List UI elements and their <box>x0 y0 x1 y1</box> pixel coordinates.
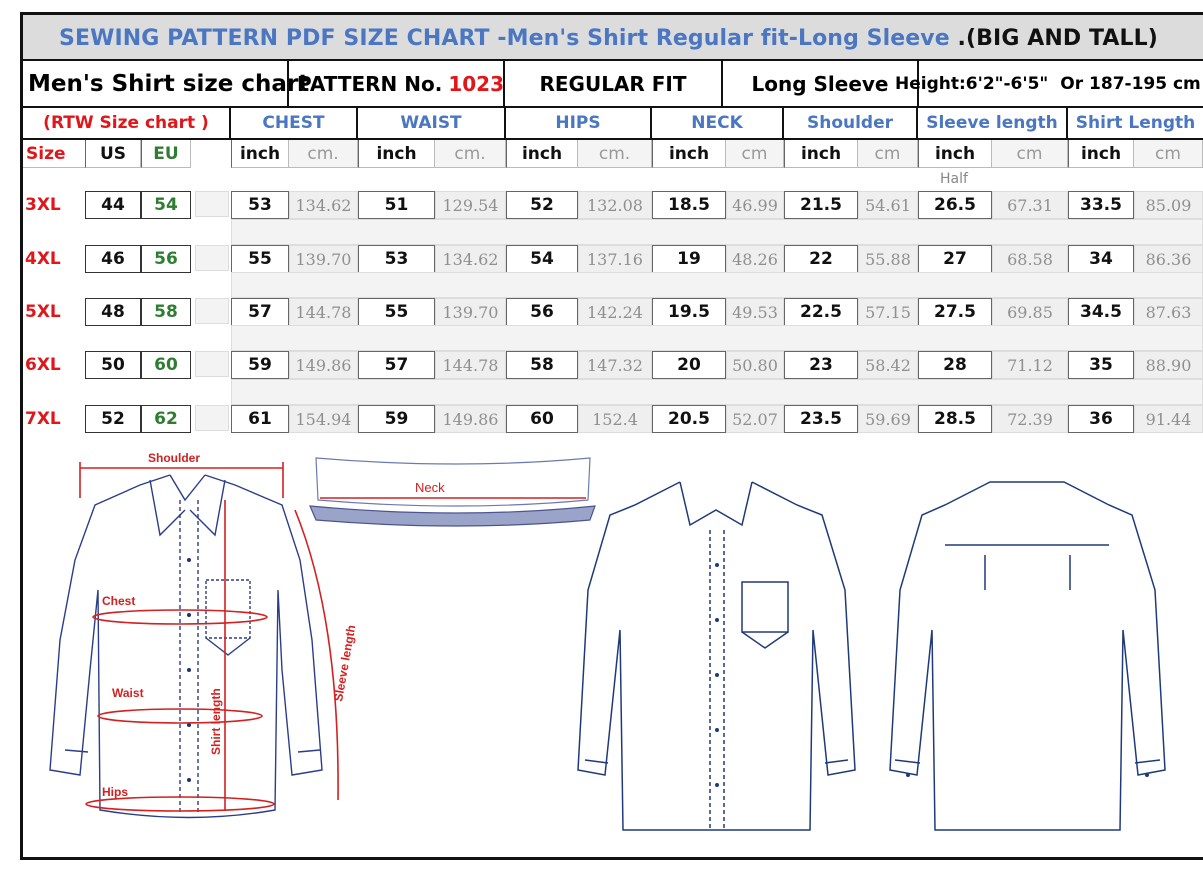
shirt-cm-cell: 85.09 <box>1134 191 1203 219</box>
row-spacer <box>231 219 1203 245</box>
sleeve-inch-cell: 27.5 <box>918 298 992 326</box>
chest-inch-cell: 53 <box>231 191 289 219</box>
diagram-label-chest: Chest <box>102 594 136 608</box>
front-shirt-buttons <box>715 563 719 787</box>
hips-inch-cell: 60 <box>506 405 578 433</box>
neck-cm-cell: 49.53 <box>726 298 784 326</box>
row-gap <box>195 191 229 217</box>
waist-inch-cell: 53 <box>358 245 435 273</box>
chest-inch-cell: 57 <box>231 298 289 326</box>
shirt-inch-cell: 35 <box>1068 351 1134 379</box>
front-buttons <box>187 558 191 782</box>
eu-cell: 62 <box>141 405 191 433</box>
shoulder-inch-cell: 21.5 <box>784 191 858 219</box>
diagram-label-neck: Neck <box>415 480 445 495</box>
neck-cm-cell: 52.07 <box>726 405 784 433</box>
chest-header: CHEST <box>231 108 358 140</box>
rtw-header: (RTW Size chart ) <box>23 108 231 140</box>
shirt-inch-cell: 34 <box>1068 245 1134 273</box>
neck-band-sketch <box>310 458 595 526</box>
back-cuff-buttons <box>906 773 1149 777</box>
hips-cm-cell: 152.4 <box>578 405 652 433</box>
front-shirt-outline <box>578 482 855 830</box>
shirt-cm-cell: 87.63 <box>1134 298 1203 326</box>
hips-inch-cell: 58 <box>506 351 578 379</box>
shoulder-inch-unit: inch <box>784 140 858 168</box>
info-row <box>23 61 1203 108</box>
shoulder-inch-cell: 23 <box>784 351 858 379</box>
waist-cm-cell: 149.86 <box>435 405 506 433</box>
row-spacer <box>231 379 1203 405</box>
chest-inch-unit: inch <box>231 140 289 168</box>
shirt-inch-cell: 33.5 <box>1068 191 1134 219</box>
eu-cell: 54 <box>141 191 191 219</box>
title-suffix: .(BIG AND TALL) <box>957 26 1158 51</box>
hips-inch-unit: inch <box>506 140 578 168</box>
neck-cm-cell: 50.80 <box>726 351 784 379</box>
neck-inch-unit: inch <box>652 140 726 168</box>
hips-cm-cell: 147.32 <box>578 351 652 379</box>
chart-label: Men's Shirt size chart <box>23 61 289 108</box>
sleeve-cm-cell: 67.31 <box>992 191 1068 219</box>
chest-cm-unit: cm. <box>289 140 358 168</box>
us-unit: US <box>85 140 141 168</box>
shoulder-cm-cell: 59.69 <box>858 405 918 433</box>
chest-inch-cell: 59 <box>231 351 289 379</box>
shoulder-cm-unit: cm <box>858 140 918 168</box>
size-cell: 3XL <box>25 195 61 215</box>
neck-cm-cell: 48.26 <box>726 245 784 273</box>
hips-inch-cell: 52 <box>506 191 578 219</box>
us-cell: 50 <box>85 351 141 379</box>
waist-cm-unit: cm. <box>435 140 506 168</box>
fit-label: REGULAR FIT <box>505 61 723 108</box>
shoulder-cm-cell: 58.42 <box>858 351 918 379</box>
shirt-length-header: Shirt Length <box>1068 108 1203 140</box>
sleeve-inch-cell: 26.5 <box>918 191 992 219</box>
shirt-inch-unit: inch <box>1068 140 1134 168</box>
waist-inch-cell: 55 <box>358 298 435 326</box>
shoulder-cm-cell: 55.88 <box>858 245 918 273</box>
waist-header: WAIST <box>358 108 506 140</box>
measurement-diagram <box>20 440 600 850</box>
shirt-sketches <box>560 470 1190 850</box>
pattern-label: PATTERN No. <box>297 71 443 96</box>
hips-inch-cell: 54 <box>506 245 578 273</box>
row-spacer <box>231 272 1203 298</box>
eu-cell: 60 <box>141 351 191 379</box>
neck-inch-cell: 19 <box>652 245 726 273</box>
hips-header: HIPS <box>506 108 652 140</box>
chest-cm-cell: 134.62 <box>289 191 358 219</box>
us-cell: 44 <box>85 191 141 219</box>
row-gap <box>195 405 229 431</box>
size-unit: Size <box>23 140 85 168</box>
waist-cm-cell: 134.62 <box>435 245 506 273</box>
sleeve-inch-unit: inch <box>918 140 992 168</box>
eu-cell: 58 <box>141 298 191 326</box>
back-shirt-outline <box>890 482 1165 830</box>
shirt-inch-cell: 34.5 <box>1068 298 1134 326</box>
waist-cm-cell: 139.70 <box>435 298 506 326</box>
page-title <box>59 26 1158 51</box>
height-text: Height:6'2"-6'5" <box>895 73 1049 94</box>
waist-inch-cell: 57 <box>358 351 435 379</box>
sleeve-cm-cell: 71.12 <box>992 351 1068 379</box>
shoulder-inch-cell: 23.5 <box>784 405 858 433</box>
shirt-inch-cell: 36 <box>1068 405 1134 433</box>
size-cell: 7XL <box>25 409 61 429</box>
diagram-label-hips: Hips <box>102 785 129 799</box>
shirt-cm-cell: 86.36 <box>1134 245 1203 273</box>
chest-cm-cell: 149.86 <box>289 351 358 379</box>
shoulder-inch-cell: 22 <box>784 245 858 273</box>
shoulder-inch-cell: 22.5 <box>784 298 858 326</box>
row-gap <box>195 245 229 271</box>
neck-inch-cell: 20.5 <box>652 405 726 433</box>
waist-inch-cell: 59 <box>358 405 435 433</box>
sleeve-cm-unit: cm <box>992 140 1068 168</box>
neck-inch-cell: 19.5 <box>652 298 726 326</box>
diagram-label-sleeve-length: Sleeve length <box>331 623 359 703</box>
waist-inch-unit: inch <box>358 140 435 168</box>
frame-bottom-border <box>20 857 1203 860</box>
eu-cell: 56 <box>141 245 191 273</box>
hips-cm-cell: 132.08 <box>578 191 652 219</box>
hips-cm-cell: 142.24 <box>578 298 652 326</box>
us-cell: 46 <box>85 245 141 273</box>
chest-inch-cell: 55 <box>231 245 289 273</box>
front-shirt-sketch <box>50 475 322 818</box>
eu-unit: EU <box>141 140 191 168</box>
hips-cm-cell: 137.16 <box>578 245 652 273</box>
shirt-cm-cell: 91.44 <box>1134 405 1203 433</box>
row-gap <box>195 351 229 377</box>
row-spacer <box>231 325 1203 351</box>
neck-inch-cell: 20 <box>652 351 726 379</box>
neck-inch-cell: 18.5 <box>652 191 726 219</box>
pattern-number-cell <box>289 61 505 108</box>
chest-cm-cell: 139.70 <box>289 245 358 273</box>
sleeve-length-header: Sleeve length <box>918 108 1068 140</box>
sleeve-inch-cell: 27 <box>918 245 992 273</box>
diagram-label-shirt-length: Shirt length <box>209 688 223 755</box>
chest-cm-cell: 154.94 <box>289 405 358 433</box>
us-cell: 52 <box>85 405 141 433</box>
shirt-cm-unit: cm <box>1134 140 1203 168</box>
title-bar <box>23 15 1203 61</box>
shoulder-cm-cell: 57.15 <box>858 298 918 326</box>
sleeve-inch-cell: 28.5 <box>918 405 992 433</box>
hips-inch-cell: 56 <box>506 298 578 326</box>
us-cell: 48 <box>85 298 141 326</box>
sleeve-cm-cell: 72.39 <box>992 405 1068 433</box>
chest-inch-cell: 61 <box>231 405 289 433</box>
neck-header: NECK <box>652 108 784 140</box>
red-measure-lines <box>80 462 338 811</box>
sleeve-label: Long Sleeve <box>723 61 919 108</box>
sleeve-inch-cell: 28 <box>918 351 992 379</box>
shirt-cm-cell: 88.90 <box>1134 351 1203 379</box>
sleeve-cm-cell: 68.58 <box>992 245 1068 273</box>
sleeve-cm-cell: 69.85 <box>992 298 1068 326</box>
neck-cm-cell: 46.99 <box>726 191 784 219</box>
pattern-number: 1023 <box>448 71 505 96</box>
waist-cm-cell: 144.78 <box>435 351 506 379</box>
chest-cm-cell: 144.78 <box>289 298 358 326</box>
size-cell: 4XL <box>25 249 61 269</box>
diagram-label-waist: Waist <box>112 686 144 700</box>
size-cell: 6XL <box>25 355 61 375</box>
title-main: SEWING PATTERN PDF SIZE CHART -Men's Shirt Regular fit-Long Sleeve <box>59 26 950 51</box>
height-cm: Or 187-195 cm <box>1060 73 1201 94</box>
height-cell <box>895 61 1203 108</box>
hips-cm-unit: cm. <box>578 140 652 168</box>
neck-cm-unit: cm <box>726 140 784 168</box>
diagram-label-shoulder: Shoulder <box>148 451 201 465</box>
waist-cm-cell: 129.54 <box>435 191 506 219</box>
waist-inch-cell: 51 <box>358 191 435 219</box>
row-gap <box>195 298 229 324</box>
size-cell: 5XL <box>25 302 61 322</box>
shoulder-header: Shoulder <box>784 108 918 140</box>
half-note: Half <box>940 171 968 187</box>
shoulder-cm-cell: 54.61 <box>858 191 918 219</box>
